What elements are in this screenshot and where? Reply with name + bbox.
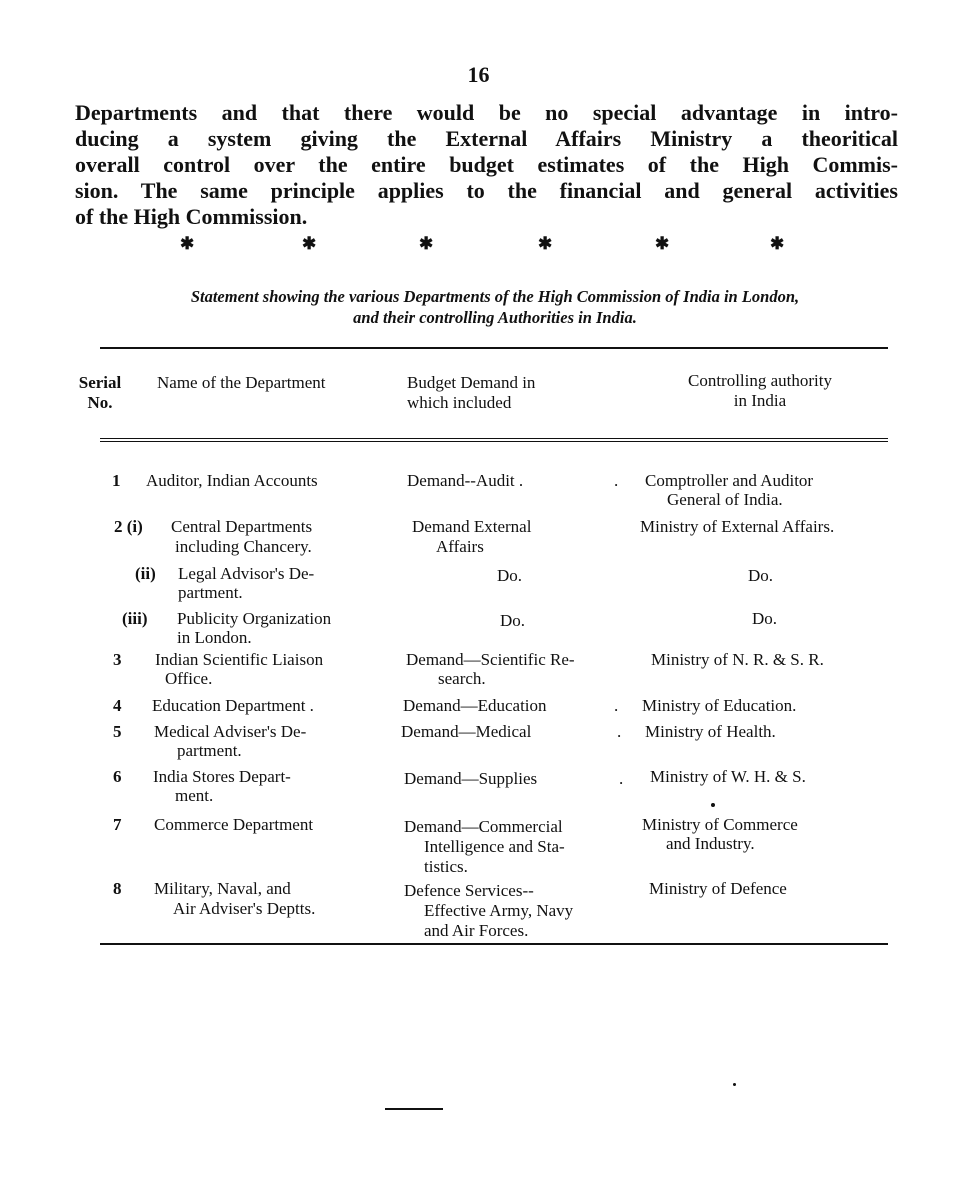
star-icon: ✱ — [770, 234, 785, 253]
table-caption-line: and their controlling Authorities in India. — [353, 308, 637, 327]
budget-demand: Demand External — [412, 517, 532, 536]
star-icon: ✱ — [655, 234, 670, 253]
controlling-authority: and Industry. — [666, 834, 755, 853]
header-serial: No. — [87, 393, 113, 412]
star-icon: ✱ — [180, 234, 195, 253]
budget-demand: Do. — [497, 566, 523, 585]
star-icon: ✱ — [302, 234, 317, 253]
budget-demand: and Air Forces. — [424, 921, 529, 940]
paragraph-line: sion. The same principle applies to the financial and general activities — [75, 178, 898, 203]
controlling-authority: Ministry of Defence — [649, 879, 787, 898]
serial-number: 7 — [113, 815, 122, 834]
paragraph-line: Departments and that there would be no special advantage in intro- — [75, 100, 898, 125]
budget-demand: Affairs — [436, 537, 484, 556]
serial-number: 8 — [113, 879, 122, 898]
controlling-authority: Ministry of W. H. & S. — [650, 767, 806, 786]
budget-demand: Demand—Supplies — [404, 769, 538, 788]
star-icon: ✱ — [538, 234, 553, 253]
star-icon: ✱ — [419, 234, 434, 253]
header-budget: which included — [407, 393, 512, 412]
paragraph-line: overall control over the entire budget estimates of the High Commis- — [75, 152, 898, 177]
department-name: partment. — [178, 583, 243, 602]
header-rule — [100, 441, 888, 442]
budget-demand: Demand—Commercial — [404, 817, 563, 836]
department-name: Office. — [165, 669, 213, 688]
budget-demand: Demand--Audit . — [407, 471, 524, 490]
department-name: in London. — [177, 628, 252, 647]
page-number: 16 — [467, 62, 490, 87]
header-authority: in India — [733, 391, 787, 410]
header-rule — [100, 438, 888, 439]
budget-demand: Intelligence and Sta- — [424, 837, 565, 856]
controlling-authority: Ministry of Education. — [642, 696, 797, 715]
department-name: Publicity Organization — [177, 609, 332, 628]
serial-number: (iii) — [122, 609, 148, 628]
controlling-authority: Comptroller and Auditor — [645, 471, 814, 490]
leader-dot: . — [617, 722, 622, 741]
paragraph-line: of the High Commission. — [75, 204, 308, 229]
department-name: Education Department . — [152, 696, 314, 715]
department-name: Indian Scientific Liaison — [155, 650, 324, 669]
department-name: Central Departments — [171, 517, 313, 536]
department-name: Medical Adviser's De- — [154, 722, 307, 741]
end-rule — [385, 1108, 443, 1110]
controlling-authority: Ministry of N. R. & S. R. — [651, 650, 824, 669]
budget-demand: Demand—Medical — [401, 722, 532, 741]
budget-demand: Effective Army, Navy — [424, 901, 574, 920]
serial-number: 5 — [113, 722, 122, 741]
department-name: India Stores Depart- — [153, 767, 291, 786]
leader-dot: . — [614, 471, 619, 490]
controlling-authority: Ministry of Commerce — [642, 815, 798, 834]
department-name: Legal Advisor's De- — [178, 564, 315, 583]
budget-demand: tistics. — [424, 857, 468, 876]
controlling-authority: General of India. — [667, 490, 783, 509]
department-name: Military, Naval, and — [154, 879, 291, 898]
serial-number: 6 — [113, 767, 122, 786]
serial-number: 3 — [113, 650, 122, 669]
budget-demand: Demand—Scientific Re- — [406, 650, 575, 669]
budget-demand: Do. — [500, 611, 526, 630]
print-speck — [711, 803, 715, 807]
serial-number: 4 — [113, 696, 122, 715]
table-caption-line: Statement showing the various Departments of the High Commission of India in London, — [190, 287, 800, 306]
controlling-authority: Do. — [748, 566, 774, 585]
header-name: Name of the Department — [157, 373, 326, 392]
header-authority: Controlling authority — [687, 371, 833, 390]
leader-dot: . — [614, 696, 619, 715]
controlling-authority: Do. — [752, 609, 778, 628]
table-top-rule — [100, 347, 888, 349]
department-name: Commerce Department — [154, 815, 314, 834]
header-budget: Budget Demand in — [407, 373, 536, 392]
serial-number: 1 — [112, 471, 121, 490]
serial-number: 2 (i) — [114, 517, 143, 536]
print-speck — [733, 1083, 736, 1086]
department-name: including Chancery. — [175, 537, 312, 556]
controlling-authority: Ministry of External Affairs. — [640, 517, 835, 536]
department-name: partment. — [177, 741, 242, 760]
budget-demand: Demand—Education — [403, 696, 547, 715]
budget-demand: search. — [438, 669, 486, 688]
body-paragraph — [75, 100, 898, 230]
department-name: Auditor, Indian Accounts — [146, 471, 318, 490]
leader-dot: . — [619, 769, 624, 788]
budget-demand: Defence Services-- — [404, 881, 534, 900]
section-separator — [0, 234, 957, 254]
department-name: Air Adviser's Deptts. — [173, 899, 316, 918]
header-serial: Serial — [78, 373, 122, 392]
serial-number: (ii) — [135, 564, 156, 583]
table-bottom-rule — [100, 943, 888, 945]
paragraph-line: ducing a system giving the External Affairs Ministry a theoritical — [75, 126, 898, 151]
department-name: ment. — [175, 786, 214, 805]
controlling-authority: Ministry of Health. — [645, 722, 776, 741]
